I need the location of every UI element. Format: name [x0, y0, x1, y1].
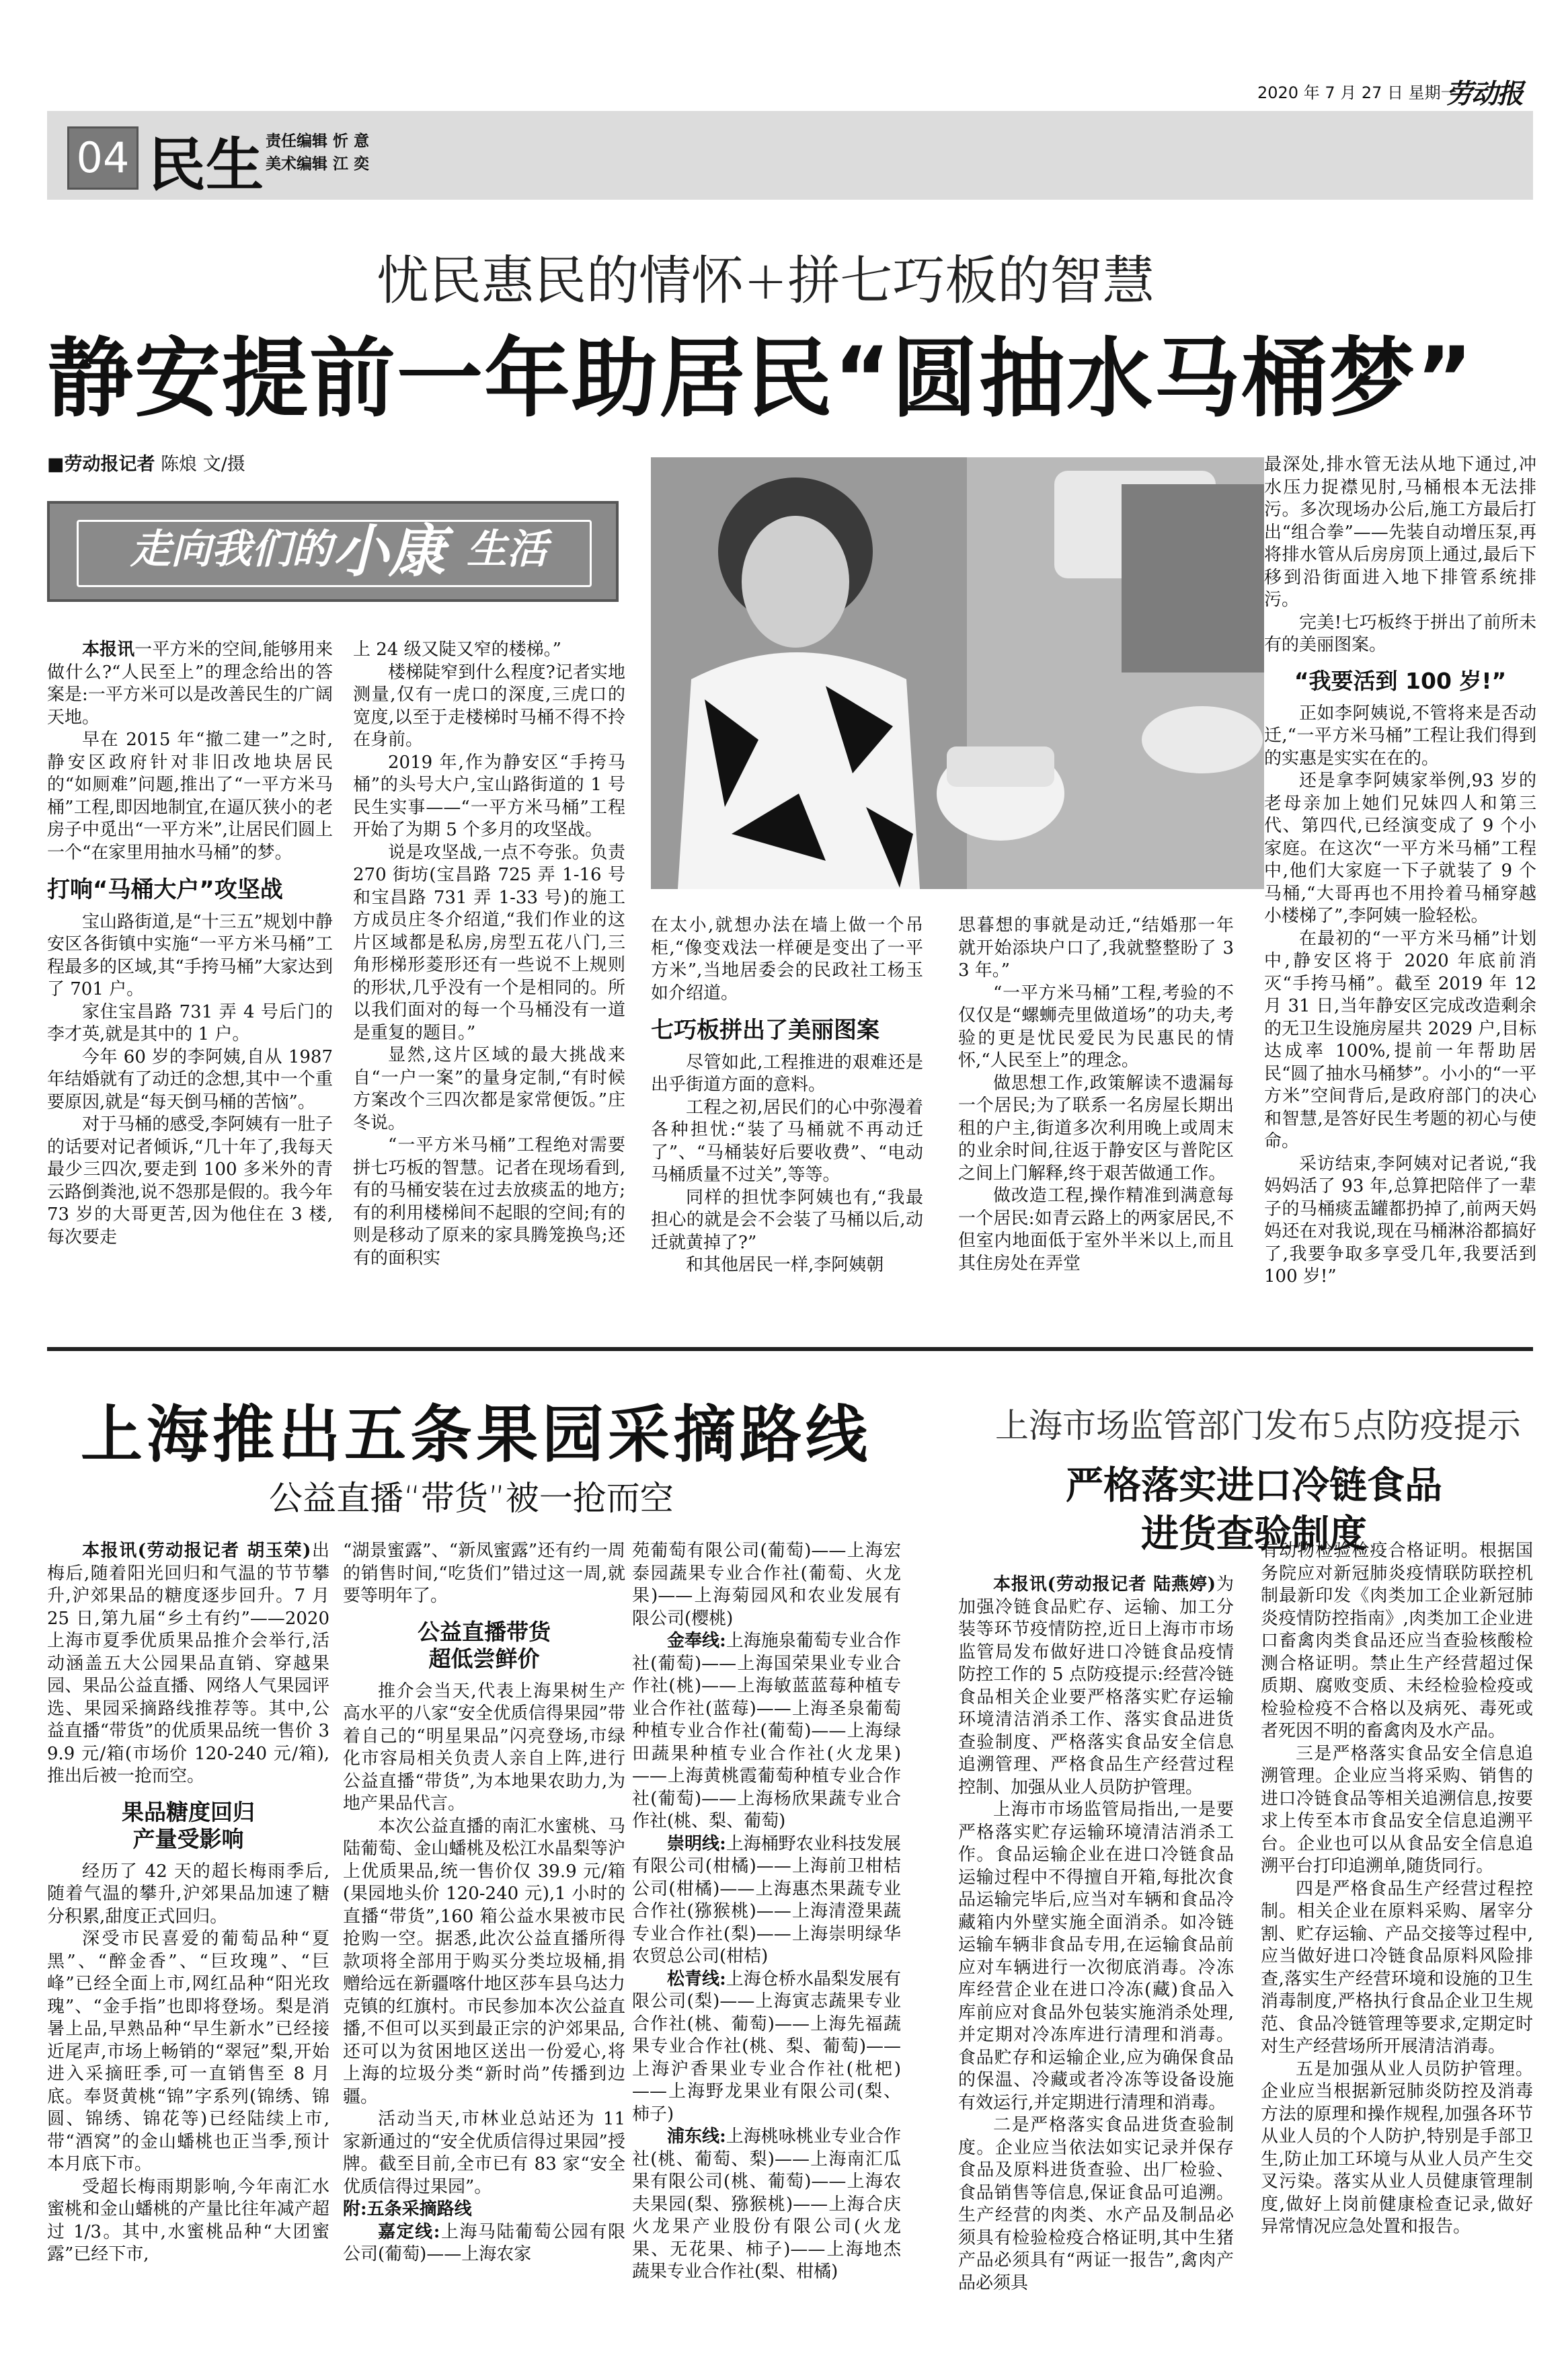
paragraph [1264, 770, 1536, 928]
editor-credits [266, 130, 369, 176]
paragraph [1264, 703, 1536, 771]
paragraph-text: 做思想工作,政策解读不遗漏每一个居民;为了联系一名房屋长期出租的户主,街道多次利用晚上或周末的业余时间,往返于静安区与普陀区之间上门解释,终于艰苦做通工作。 [958, 1073, 1234, 1184]
paragraph-text: 上海马陆葡萄公园有限公司(葡萄)——上海农家 [343, 2221, 625, 2264]
list-heading: 附:五条采摘路线 [343, 2199, 472, 2219]
paragraph [47, 911, 333, 1001]
paragraph [958, 1073, 1234, 1186]
paragraph-text: 和其他居民一样,李阿姨朝 [686, 1255, 884, 1275]
paragraph-text: 二是严格落实食品进货查验制度。企业应当依法如实记录并保存食品及原料进货查验、出厂检验、食品销售等信息,保证食品可追溯。生产经营的肉类、水产品及制品必须具有检验检疫合格证明,其中生猪产品必须具有“两证一报告”,禽肉产品必须具 [958, 2115, 1234, 2293]
section-title: 民生 [148, 131, 264, 199]
banner-text-2: 小康 [332, 518, 446, 584]
paragraph [47, 2176, 329, 2266]
story1-col2 [353, 639, 625, 1270]
paragraph-text: 上海仓桥水晶梨发展有限公司(梨)——上海寅志蔬果专业合作社(桃、葡萄)——上海先福蔬果专业合作社(桃、梨、葡萄)——上海沪香果业专业合作社(枇杷)——上海野龙果业有限公司(梨、柿子) [632, 1968, 901, 2124]
paragraph [343, 1681, 625, 1816]
paragraph-text: 做改造工程,操作精准到满意每一个居民:如青云路上的两家居民,不但室内地面低于室外半米以上,而且其住房处在弄堂 [958, 1186, 1234, 1274]
paragraph-lead: 浦东线: [667, 2126, 726, 2147]
paragraph-text: 深受市民喜爱的葡萄品种“夏黑”、“醉金香”、“巨玫瑰”、“巨峰”已经全面上市,网红品种“阳光玫瑰”、“金手指”也即将登场。梨是消暑上品,早熟品种“早生新水”已经接近尾声,市场上畅销的“翠冠”梨,开始进入采摘旺季,可一直销售至 8 月底。奉贤黄桃“锦”字系列(锦绣、锦圆、锦绣、锦花等)已经陆续上市,带“酒窝”的金山蟠桃也正当季,预计本月底下市。 [47, 1929, 329, 2174]
paragraph-text: “一平方米马桶”工程绝对需要拼七巧板的智慧。记者在现场看到,有的马桶安装在过去放痰盂的地方;有的利用楼梯间不起眼的空间;有的则是移动了原来的家具腾笼换鸟;还有的面积实 [353, 1135, 625, 1268]
paragraph [1261, 1878, 1533, 2059]
paragraph-lead: 本报讯(劳动报记者 胡玉荣) [82, 1541, 311, 1561]
paragraph-continued: 在太小,就想办法在墙上做一个吊柜,“像变戏法一样硬是变出了一平方米”,当地居委会的民政社工杨玉如介绍道。 [651, 915, 923, 1003]
paragraph [632, 1968, 901, 2126]
paragraph [343, 1816, 625, 2109]
paragraph [651, 1254, 923, 1277]
paragraph-continued: “湖景蜜露”、“新凤蜜露”还有约一周的销售时间,“吃货们”错过这一周,就要等明年了。 [343, 1541, 625, 1606]
story2-headline: 上海推出五条果园采摘路线 [81, 1399, 872, 1471]
story1-byline [47, 449, 245, 475]
paragraph-text: 在最初的“一平方米马桶”计划中,静安区将于 2020 年底前消灭“手挎马桶”。截至 2019 年 12 月 31 日,当年静安区完成改造剩余的无卫生设施房屋共 2029 户,目标达成率 100%,提前一年帮助居民“圆了抽水马桶梦”。小小的“一平方米”空间背后,是政府部门的决心和智慧,是答好民生考题的初心与使命。 [1264, 928, 1536, 1151]
paragraph-text: 经历了 42 天的超长梅雨季后,随着气温的攀升,沪郊果品加速了糖分积累,甜度正式回归。 [47, 1861, 329, 1927]
paragraph-text: 四是严格食品生产经营过程控制。相关企业在原料采购、屠宰分割、贮存运输、产品交接等过程中,应当做好进口冷链食品原料风险排查,落实生产经营环境和设施的卫生消毒制度,严格执行食品企业卫生规范、食品冷链管理等要求,定期定时对生产经营场所开展清洁消毒。 [1261, 1878, 1533, 2057]
paragraph [47, 1540, 329, 1788]
paragraph-text: 说是攻坚战,一点不夸张。负责 270 街坊(宝昌路 725 弄 1-16 号和宝昌路 731 弄 1-33 号)的施工方成员庄冬介绍道,“我们作业的这片区域都是私房,房型五花八门,三角形梯形菱形还有一些说不上规则的形状,几乎没有一个是相同的。所以我们面对的每一个马桶没有一道是重复的题目。” [353, 842, 625, 1043]
paragraph [958, 1799, 1234, 2114]
story1-headline: 静安提前一年助居民“圆抽水马桶梦” [47, 329, 1475, 429]
paragraph [651, 1052, 923, 1097]
paragraph [47, 1046, 333, 1114]
paragraph-lead: 嘉定线: [378, 2221, 440, 2242]
paragraph-lead: 崇明线: [667, 1833, 726, 1854]
paragraph-text: “一平方米马桶”工程,考验的不仅仅是“螺蛳壳里做道场”的功夫,考验的更是忧民爱民为民惠民的情怀,“人民至上”的理念。 [958, 983, 1234, 1071]
story3-col1 [958, 1574, 1234, 2295]
story3-kicker: 上海市场监管部门发布5点防疫提示 [995, 1406, 1521, 1445]
paragraph [1261, 2059, 1533, 2239]
editor-line-2: 美术编辑 江 奕 [266, 155, 370, 173]
paragraph [47, 1928, 329, 2176]
paragraph [958, 1574, 1234, 1799]
paragraph-text: 工程之初,居民们的心中弥漫着各种担忧:“装了马桶就不再动迁了”、“马桶装好后要收费”、“电动马桶质量不过关”,等等。 [651, 1097, 923, 1185]
story3-col2 [1261, 1540, 1533, 2239]
story2-col1 [47, 1540, 329, 2266]
paragraph [47, 1114, 333, 1249]
story1-kicker: 忧民惠民的情怀+拼七巧板的智慧 [377, 251, 1155, 311]
byline-prefix: ■劳动报记者 [47, 454, 155, 475]
paragraph-text: 正如李阿姨说,不管将来是否动迁,“一平方米马桶”工程让我们得到的实惠是实实在在的。 [1264, 703, 1536, 769]
section-divider [47, 1347, 1533, 1351]
paragraph-lead: 本报讯(劳动报记者 陆燕婷) [993, 1574, 1216, 1595]
paragraph [47, 729, 333, 864]
paragraph-text: 采访结束,李阿姨对记者说,“我妈妈活了 93 年,总算把陪伴了一辈子的马桶痰盂罐都扔掉了,前两天妈妈还在对我说,现在马桶淋浴都搞好了,我要争取多享受几年,我要活到 100 岁!” [1264, 1153, 1536, 1287]
paragraph [632, 1630, 901, 1833]
paragraph [47, 1001, 333, 1046]
story3-headline-line2: 进货查验制度 [1141, 1512, 1367, 1556]
paragraph [632, 1833, 901, 1968]
subheading: 果品糖度回归 产量受影响 [122, 1798, 255, 1852]
paragraph [958, 2114, 1234, 2295]
paragraph-text: 活动当天,市林业总站还为 11 家新通过的“安全优质信得过果园”授牌。截至目前,全市已有 83 家“安全优质信得过果园”。 [343, 2109, 625, 2197]
paragraph-text: 受超长梅雨期影响,今年南汇水蜜桃和金山蟠桃的产量比往年减产超过 1/3。其中,水蜜桃品种“大团蜜露”已经下市, [47, 2176, 329, 2264]
paragraph [47, 639, 333, 729]
story1-col1 [47, 639, 333, 1249]
paragraph [1261, 1743, 1533, 1878]
paragraph-text: 完美!七巧板终于拼出了前所未有的美丽图案。 [1264, 612, 1536, 655]
banner-text-1: 走向我们的 [130, 526, 332, 573]
paragraph-text: 一平方米的空间,能够用来做什么?“人民至上”的理念给出的答案是:一平方米可以是改善民生的广阔天地。 [47, 640, 333, 728]
paragraph-text: 家住宝昌路 731 弄 4 号后门的李才英,就是其中的 1 户。 [47, 1001, 333, 1044]
story1-photo [651, 457, 1264, 889]
paragraph [353, 842, 625, 1045]
editor-line-1: 责任编辑 忻 意 [266, 132, 370, 150]
paragraph-text: 同样的担忧李阿姨也有,“我最担心的就是会不会装了马桶以后,动迁就黄掉了?” [651, 1187, 923, 1253]
paragraph [1264, 1153, 1536, 1289]
story2-col3 [632, 1540, 901, 2284]
masthead-logo: 劳动报 [1446, 78, 1522, 110]
story1-col4 [958, 915, 1234, 1275]
paragraph-text: 上海市市场监管局指出,一是要严格落实贮存运输环境清洁消杀工作。食品运输企业在进口冷链食品运输过程中不得擅自开箱,每批次食品运输完毕后,应当对车辆和食品冷藏箱内外壁实施全面消杀。如冷链运输车辆非食品专用,在运输食品前应对车辆进行一次彻底消毒。冷冻库经营企业在进口冷冻(藏)食品入库前应对食品外包装实施消杀处理,并定期对冷冻库进行清理和消毒。食品贮存和运输企业,应为确保食品的保温、冷藏或者冷冻等设备设施有效运行,并定期进行清理和消毒。 [958, 1800, 1234, 2113]
paragraph-text: 早在 2015 年“撤二建一”之时,静安区政府针对非旧改地块居民的“如厕难”问题,推出了“一平方米马桶”工程,即因地制宜,在逼仄狭小的老房子中觅出“一平方米”,让居民们圆上一个“在家里用抽水马桶”的梦。 [47, 730, 333, 863]
paragraph-text: 推介会当天,代表上海果树生产高水平的八家“安全优质信得果园”带着自己的“明星果品”闪亮登场,市绿化市容局相关负责人亲自上阵,进行公益直播“带货”,为本地果农助力,为地产果品代言。 [343, 1681, 625, 1814]
paragraph-continued: 思暮想的事就是动迁,“结婚那一年就开始添块户口了,我就整整盼了 33 年。” [958, 915, 1234, 981]
paragraph-text: 上海桃咏桃业专业合作社(桃、葡萄、梨)——上海南汇瓜果有限公司(桃、葡萄)——上海农夫果园(梨、猕猴桃)——上海合庆火龙果产业股份有限公司(火龙果、无花果、柿子)——上海地杰蔬果专业合作社(梨、柑橘) [632, 2126, 901, 2282]
paragraph-text: 出梅后,随着阳光回归和气温的节节攀升,沪郊果品的糖度逐步回升。7 月 25 日,第九届“乡土有约”——2020 上海市夏季优质果品推介会举行,活动涵盖五大公园果品直销、穿越果园、果品公益直播、网络人气果园评选、果园采摘路线推荐等。其中,公益直播“带货”的优质果品统一售价 39.9 元/箱(市场价 120-240 元/箱),推出后被一抢而空。 [47, 1541, 329, 1786]
paragraph-text: 本次公益直播的南汇水蜜桃、马陆葡萄、金山蟠桃及松江水晶梨等沪上优质果品,统一售价仅 39.9 元/箱(果园地头价 120-240 元),1 小时的直播“带货”,160 箱公益水果被市民抢购一空。据悉,此次公益直播所得款项将全部用于购买分类垃圾桶,捐赠给远在新疆喀什地区莎车县乌达力克镇的红旗村。市民参加本次公益直播,不但可以买到最正宗的沪郊果品,还可以为贫困地区送出一份爱心,将上海的垃圾分类“新时尚”传播到边疆。 [343, 1816, 625, 2107]
paragraph [353, 1044, 625, 1135]
byline-name: 陈烺 文/摄 [161, 454, 245, 475]
paragraph-text: 上海施泉葡萄专业合作社(葡萄)——上海国荣果业专业合作社(桃)——上海敏蓝蓝莓种植专业合作社(蓝莓)——上海圣泉葡萄种植专业合作社(葡萄)——上海绿田蔬果种植专业合作社(火龙果)——上海黄桃霞葡萄种植专业合作社(葡萄)——上海杨欣果蔬专业合作社(桃、梨、葡萄) [632, 1631, 901, 1831]
paragraph [353, 752, 625, 842]
subheading: “我要活到 100 岁!” [1294, 667, 1507, 694]
issue-date: 2020 年 7 月 27 日 星期一 [1257, 83, 1457, 102]
paragraph [632, 2126, 901, 2284]
paragraph [958, 1185, 1234, 1275]
story2-col2 [343, 1540, 625, 2266]
paragraph-text: 显然,这片区域的最大挑战来自“一户一案”的量身定制,“有时候方案改个三四次都是家常便饭。”庄冬说。 [353, 1045, 625, 1133]
paragraph-continued: 苑葡萄有限公司(葡萄)——上海宏泰园蔬果专业合作社(葡萄、火龙果)——上海菊园风和农业发展有限公司(樱桃) [632, 1541, 901, 1629]
paragraph [353, 662, 625, 752]
paragraph [958, 983, 1234, 1073]
paragraph-text: 楼梯陡窄到什么程度?记者实地测量,仅有一虎口的深度,三虎口的宽度,以至于走楼梯时马桶不得不拎在身前。 [353, 662, 625, 750]
paragraph [47, 1861, 329, 1929]
paragraph-continued: 最深处,排水管无法从地下通过,冲水压力捉襟见肘,马桶根本无法排污。多次现场办公后,施工方最后打出“组合拳”——先装自动增压泵,再将排水管从后房房顶上通过,最后下移到沿街面进入地下排管系统排污。 [1264, 455, 1536, 610]
paragraph [651, 1097, 923, 1187]
paragraph-text: 还是拿李阿姨家举例,93 岁的老母亲加上她们兄妹四人和第三代、第四代,已经演变成了 9 个小家庭。在这次“一平方米马桶”工程中,他们大家庭一下子就装了 9 个马桶,“大哥再也不用拎着马桶穿越小楼梯了”,李阿姨一脸轻松。 [1264, 771, 1536, 926]
subheading: 公益直播带货 超低尝鲜价 [418, 1618, 551, 1672]
paragraph-text: 今年 60 岁的李阿姨,自从 1987 年结婚就有了动迁的念想,其中一个重要原因,就是“每天倒马桶的苦恼”。 [47, 1046, 333, 1112]
paragraph-lead: 金奉线: [667, 1631, 726, 1651]
paragraph-lead: 松青线: [667, 1968, 726, 1989]
paragraph [1264, 612, 1536, 657]
paragraph [343, 2221, 625, 2266]
story1-col5 [1264, 454, 1536, 1289]
column-banner [47, 501, 619, 602]
paragraph-lead: 本报讯 [82, 640, 135, 660]
paragraph-text: 尽管如此,工程推进的艰难还是出乎街道方面的意料。 [651, 1052, 923, 1095]
paragraph [343, 2108, 625, 2198]
paragraph-text: 三是严格落实食品安全信息追溯管理。企业应当将采购、销售的进口冷链食品等相关追溯信息,按要求上传至本市食品安全信息追溯平台。企业也可以从食品安全信息追溯平台打印追溯单,随货同行。 [1261, 1743, 1533, 1876]
story2-subhead: 公益直播“带货”被一抢而空 [269, 1479, 674, 1518]
paragraph-continued: 上 24 级又陡又窄的楼梯。” [353, 640, 561, 660]
paragraph [353, 1135, 625, 1270]
story1-col3 [651, 915, 923, 1277]
subheading: 七巧板拼出了美丽图案 [651, 1017, 879, 1044]
subheading: 打响“马桶大户”攻坚战 [47, 876, 283, 903]
paragraph-text: 五是加强从业人员防护管理。企业应当根据新冠肺炎防控及消毒方法的原理和操作规程,加强各环节从业人员的个人防护,特别是手部卫生,防止加工环境与从业人员产生交叉污染。落实从业人员健康管理制度,做好上岗前健康检查记录,做好异常情况应急处置和报告。 [1261, 2059, 1533, 2237]
banner-text-3: 生活 [467, 526, 547, 573]
page-number: 04 [67, 126, 139, 190]
paragraph [651, 1187, 923, 1255]
paragraph [1264, 928, 1536, 1153]
story3-headline-line1: 严格落实进口冷链食品 [1066, 1464, 1442, 1508]
paragraph-text: 2019 年,作为静安区“手挎马桶”的头号大户,宝山路街道的 1 号民生实事——“一平方米马桶”工程开始了为期 5 个多月的攻坚战。 [353, 752, 625, 840]
paragraph-continued: 有动物检验检疫合格证明。根据国务院应对新冠肺炎疫情联防联控机制最新印发《肉类加工企业新冠肺炎疫情防控指南》,肉类加工企业进口畜禽肉类食品还应当查验核酸检测合格证明。禁止生产经营超过保质期、腐败变质、未经检验检疫或检验检疫不合格以及病死、毒死或者死因不明的畜禽肉及水产品。 [1261, 1541, 1533, 1741]
photo-illustration [651, 457, 1264, 889]
paragraph-text: 对于马桶的感受,李阿姨有一肚子的话要对记者倾诉,“几十年了,我每天最少三四次,要走到 100 多米外的青云路倒粪池,说不怨那是假的。我今年 73 岁的大哥更苦,因为他住在 3 楼,每次要走 [47, 1114, 333, 1247]
paragraph-text: 宝山路街道,是“十三五”规划中静安区各街镇中实施“一平方米马桶”工程最多的区域,其“手挎马桶”大家达到了 701 户。 [47, 911, 333, 999]
paragraph-text: 为加强冷链食品贮存、运输、加工分装等环节疫情防控,近日上海市市场监管局发布做好进口冷链食品疫情防控工作的 5 点防疫提示:经营冷链食品相关企业要严格落实贮存运输环境清洁消杀工作、落实食品进货查验制度、严格落实食品安全信息追溯管理、严格食品生产经营过程控制、加强从业人员防护管理。 [958, 1574, 1234, 1798]
paragraph-text: 上海桶野农业科技发展有限公司(柑橘)——上海前卫柑桔公司(柑橘)——上海惠杰果蔬专业合作社(猕猴桃)——上海清澄果蔬专业合作社(梨)——上海崇明绿华农贸总公司(柑桔) [632, 1833, 901, 1966]
